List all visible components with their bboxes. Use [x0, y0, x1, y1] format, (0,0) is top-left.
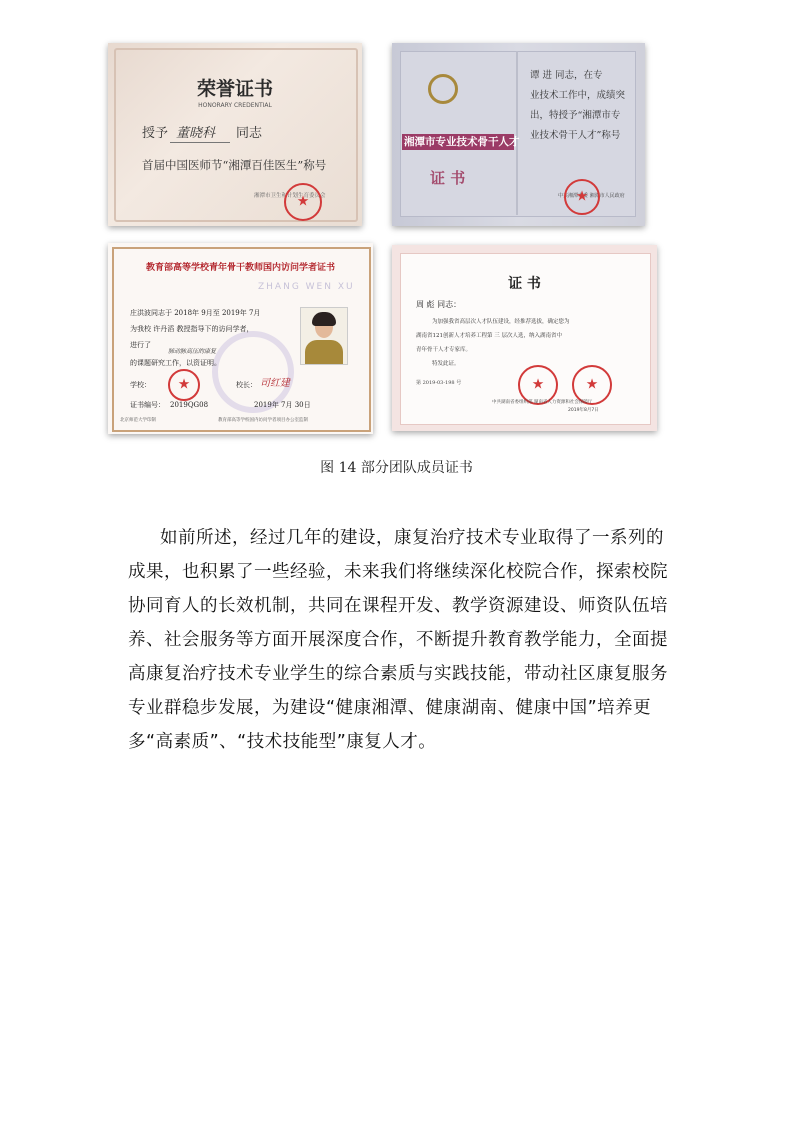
cert-issuer: 中共湘潭市委 湘潭市人民政府: [558, 193, 625, 199]
cert-text-line-3: 出，特授予“湘潭市专: [530, 110, 621, 121]
cert-word: 证 书: [430, 169, 466, 187]
certificate-photo-honor: [108, 43, 362, 226]
cert-banner: 湘潭市专业技术骨干人才: [404, 136, 520, 148]
figure-caption: 图 14 部分团队成员证书: [320, 460, 473, 476]
certificate-photo-scholar: [108, 243, 373, 434]
paragraph-line: 多“高素质”、“技术技能型”康复人才。: [128, 732, 437, 752]
cert-number: 2019QG08: [170, 401, 209, 409]
cert-text-line-1: 谭 进 同志，在专: [530, 70, 603, 81]
certificate-photo-hunan: [392, 245, 657, 431]
paragraph-line: 养、社会服务等方面开展深度合作，不断提升教育教学能力，全面提: [128, 630, 668, 650]
paragraph-line: 如前所述，经过几年的建设，康复治疗技术专业取得了一系列的: [160, 528, 664, 548]
cert-president-signature: 司红建: [260, 378, 290, 389]
cert-line-4: 的课题研究工作，以资证明。: [130, 359, 221, 367]
cert-issuer: 湘潭市卫生和计划生育委员会: [254, 193, 326, 199]
red-seal-icon: [572, 365, 612, 405]
cert-issuer: 中共湖南省委组织部 湖南省人力资源和社会保障厅: [492, 400, 593, 405]
paragraph-line: 专业群稳步发展，为建设“健康湘潭、健康湖南、健康中国”培养更: [128, 698, 652, 718]
red-seal-icon: [518, 365, 558, 405]
cert-subtitle: HONORARY CREDENTIAL: [198, 102, 272, 109]
cert-watermark: ZHANG WEN XU: [258, 282, 355, 292]
cert-body-line-3: 青年骨干人才专家库。: [416, 347, 472, 353]
emblem-icon: [428, 74, 458, 104]
cert-recipient: 周 彪 同志：: [416, 300, 462, 309]
cert-text-line-2: 业技术工作中，成绩突: [530, 90, 626, 101]
paragraph-line: 协同育人的长效机制，共同在课程开发、教学资源建设、师资队伍培: [128, 596, 668, 616]
cert-title: 荣誉证书: [196, 78, 273, 100]
cert-line-3-topic: 肺动脉高压的康复: [168, 348, 217, 355]
cert-body-line-2: 湖南省121创新人才培养工程第 三 层次人选，纳入湖南省中: [416, 333, 562, 339]
cert-number: 第 2019-03-198 号: [416, 380, 462, 386]
paragraph-line: 成果，也积累了一些经验，未来我们将继续深化校院合作，探索校院: [128, 562, 668, 582]
cert-grant-label: 授予: [142, 126, 169, 141]
cert-line-1: 庄洪波同志于 2018年 9月至 2019年 7月: [130, 309, 261, 317]
red-seal-icon: [168, 369, 200, 401]
cert-footer-right: 教育部高等学校国内访问学者项目办公室监制: [218, 418, 308, 423]
cert-president-label: 校长：: [236, 381, 257, 389]
cert-line-2: 为我校 许丹滔 教授指导下的访问学者，: [130, 325, 254, 333]
paragraph-line: 高康复治疗技术专业学生的综合素质与实践技能，带动社区康复服务: [128, 664, 668, 684]
cert-comrade-label: 同志: [236, 126, 263, 141]
red-seal-icon: [564, 179, 600, 215]
red-seal-icon: [284, 183, 322, 221]
cert-text-line-4: 业技术骨干人才”称号: [530, 130, 621, 141]
cert-award-line: 首届中国医师节“湘潭百佳医生”称号: [142, 158, 327, 172]
cert-body-line-1: 为加强我省高层次人才队伍建设，经推荐选拔，确定您为: [432, 319, 570, 325]
cert-school-label: 学校：: [130, 381, 151, 389]
cert-number-label: 证书编号：: [130, 401, 165, 409]
cert-line-3: 进行了: [130, 341, 151, 349]
portrait-photo: [300, 307, 348, 365]
cert-date: 2019年8月7日: [568, 408, 599, 413]
cert-closing: 特发此证。: [432, 361, 460, 367]
certificate-photo-talent: [392, 43, 645, 226]
cert-header: 教育部高等学校青年骨干教师国内访问学者证书: [145, 263, 335, 273]
cert-date: 2019年 7月 30日: [254, 401, 311, 409]
cert-footer-left: 北京师范大学印制: [120, 418, 156, 423]
cert-title: 证 书: [508, 276, 541, 292]
cert-recipient-name: 董晓科: [176, 126, 216, 141]
